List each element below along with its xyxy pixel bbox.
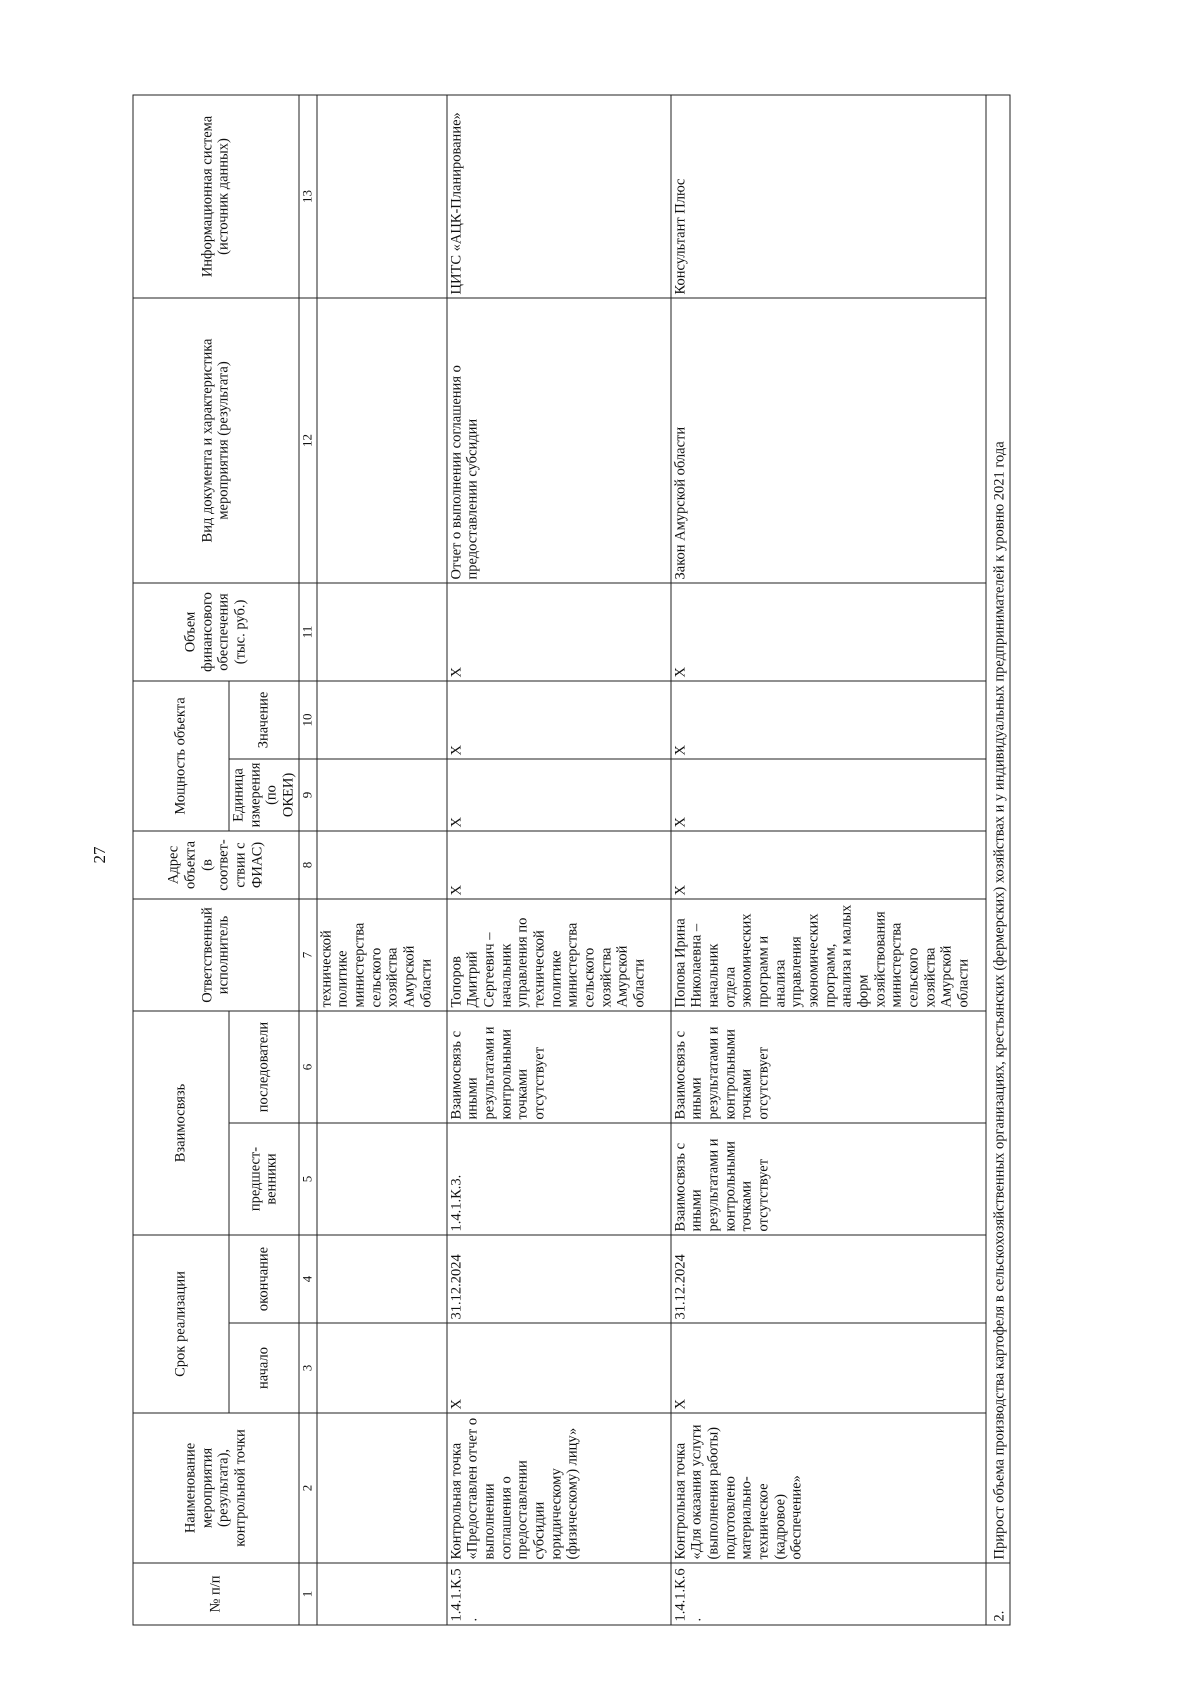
cell-finance bbox=[317, 583, 447, 681]
cell-end: 31.12.2024 bbox=[671, 1235, 986, 1323]
cell-value: Х bbox=[447, 681, 671, 759]
cell-responsible: Попова Ирина Николаевна – начальник отдела экономических программ и анализа управления экономических программ, анализа и малых форм хозяйствования министерства сельского хозяйства Амурской области bbox=[671, 899, 986, 1011]
header-unit: Единица измерения (по ОКЕИ) bbox=[229, 759, 299, 831]
column-number: 4 bbox=[299, 1235, 317, 1323]
header-start: начало bbox=[229, 1323, 299, 1413]
cell-start: Х bbox=[447, 1323, 671, 1413]
header-finance: Объем финансового обеспечения (тыс. руб.) bbox=[133, 583, 299, 681]
header-end: окончание bbox=[229, 1235, 299, 1323]
column-number: 9 bbox=[299, 759, 317, 831]
header-period: Срок реализации bbox=[133, 1235, 229, 1413]
cell-successors: Взаимосвязь с иными результатами и контрольными точками отсутствует bbox=[447, 1011, 671, 1123]
cell-unit bbox=[317, 759, 447, 831]
cell-finance: Х bbox=[447, 583, 671, 681]
cell-predecessors bbox=[317, 1123, 447, 1235]
cell-address bbox=[317, 831, 447, 899]
cell-name bbox=[317, 1413, 447, 1563]
cell-doc: Отчет о выполнении соглашения о предоставлении субсидии bbox=[447, 298, 671, 583]
cell-predecessors: 1.4.1.К.3. bbox=[447, 1123, 671, 1235]
column-number: 3 bbox=[299, 1323, 317, 1413]
table-row bbox=[447, 95, 671, 1625]
column-number: 7 bbox=[299, 899, 317, 1011]
cell-num: 1.4.1.К.5. bbox=[447, 1563, 671, 1625]
footer-row bbox=[986, 95, 1010, 1625]
cell-doc bbox=[317, 298, 447, 583]
cell-system: ЦИТС «АЦК-Планирование» bbox=[447, 95, 671, 298]
cell-start bbox=[317, 1323, 447, 1413]
cell-successors bbox=[317, 1011, 447, 1123]
cell-successors: Взаимосвязь с иными результатами и контрольными точками отсутствует bbox=[671, 1011, 986, 1123]
column-number-row bbox=[299, 95, 317, 1625]
cell-responsible: Топоров Дмитрий Сергеевич – начальник управления по технической политике министерства сельского хозяйства Амурской области bbox=[447, 899, 671, 1011]
column-number: 10 bbox=[299, 681, 317, 759]
table-row bbox=[317, 95, 447, 1625]
cell-num bbox=[317, 1563, 447, 1625]
cell-end bbox=[317, 1235, 447, 1323]
header-name: Наименование мероприятия (результата), контрольной точки bbox=[133, 1413, 299, 1563]
header-value: Значение bbox=[229, 681, 299, 759]
landscape-page bbox=[133, 96, 1068, 1626]
cell-doc: Закон Амурской области bbox=[671, 298, 986, 583]
column-number: 12 bbox=[299, 298, 317, 583]
header-address: Адрес объекта (в соответ-ствии с ФИАС) bbox=[133, 831, 299, 899]
header-link: Взаимосвязь bbox=[133, 1011, 229, 1235]
column-number: 13 bbox=[299, 95, 317, 298]
header-responsible: Ответственный исполнитель bbox=[133, 899, 299, 1011]
header-system: Информационная система (источник данных) bbox=[133, 95, 299, 298]
column-number: 8 bbox=[299, 831, 317, 899]
column-number: 6 bbox=[299, 1011, 317, 1123]
cell-system bbox=[317, 95, 447, 298]
footer-text: Прирост объема производства картофеля в сельскохозяйственных организациях, крестьянских (фермерских) хозяйствах и у индивидуальных предпринимателей к уровню 2021 года bbox=[986, 95, 1010, 1563]
cell-unit: Х bbox=[447, 759, 671, 831]
header-predecessors: предшест-венники bbox=[229, 1123, 299, 1235]
cell-start: Х bbox=[671, 1323, 986, 1413]
header-num: № п/п bbox=[133, 1563, 299, 1625]
footer-num: 2. bbox=[986, 1563, 1010, 1625]
cell-predecessors: Взаимосвязь с иными результатами и контрольными точками отсутствует bbox=[671, 1123, 986, 1235]
header-row-top bbox=[133, 95, 229, 1625]
page-number: 27 bbox=[90, 846, 109, 864]
cell-responsible: технической политике министерства сельского хозяйства Амурской области bbox=[317, 899, 447, 1011]
activities-table bbox=[133, 94, 1011, 1625]
column-number: 1 bbox=[299, 1563, 317, 1625]
cell-name: Контрольная точка «Для оказания услуги (выполнения работы) подготовлено материально-техническое (кадровое) обеспечение» bbox=[671, 1413, 986, 1563]
table-row bbox=[671, 95, 986, 1625]
header-capacity: Мощность объекта bbox=[133, 681, 229, 831]
cell-finance: Х bbox=[671, 583, 986, 681]
column-number: 5 bbox=[299, 1123, 317, 1235]
cell-unit: Х bbox=[671, 759, 986, 831]
cell-address: Х bbox=[447, 831, 671, 899]
header-successors: последователи bbox=[229, 1011, 299, 1123]
cell-end: 31.12.2024 bbox=[447, 1235, 671, 1323]
cell-value bbox=[317, 681, 447, 759]
cell-name: Контрольная точка «Предоставлен отчет о выполнении соглашения о предоставлении субсидии юридическому (физическому) лицу» bbox=[447, 1413, 671, 1563]
header-doc: Вид документа и характеристика мероприятия (результата) bbox=[133, 298, 299, 583]
cell-value: Х bbox=[671, 681, 986, 759]
cell-num: 1.4.1.К.6. bbox=[671, 1563, 986, 1625]
column-number: 11 bbox=[299, 583, 317, 681]
cell-system: Консультант Плюс bbox=[671, 95, 986, 298]
column-number: 2 bbox=[299, 1413, 317, 1563]
cell-address: Х bbox=[671, 831, 986, 899]
